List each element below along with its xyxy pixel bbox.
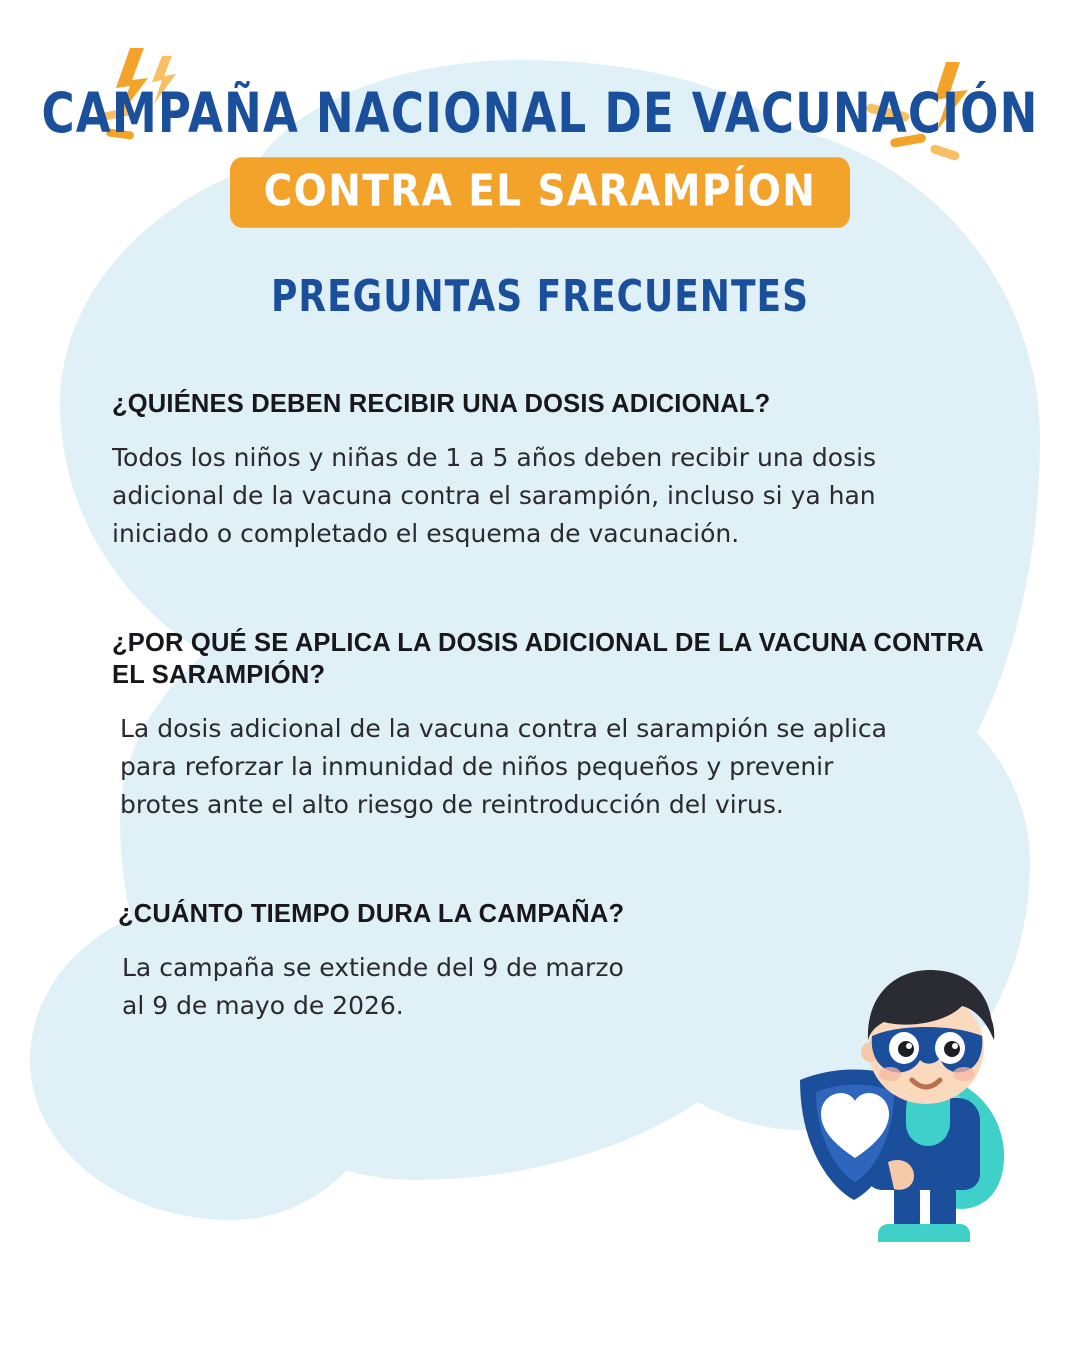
faq-answer: La campaña se extiende del 9 de marzo al 9 de mayo de 2026. bbox=[122, 952, 624, 1020]
faq-question: ¿CUÁNTO TIEMPO DURA LA CAMPAÑA? bbox=[118, 899, 625, 928]
campaign-subtitle-badge: CONTRA EL SARAMPÍON bbox=[230, 157, 851, 228]
section-title: PREGUNTAS FRECUENTES bbox=[270, 272, 810, 322]
faq-question: ¿POR QUÉ SE APLICA LA DOSIS ADICIONAL DE LA VACUNA CONTRA EL SARAMPIÓN? bbox=[112, 628, 983, 690]
poster-header bbox=[0, 0, 1080, 224]
page-title: CAMPAÑA NACIONAL DE VACUNACIÓN bbox=[41, 81, 1039, 147]
faq-answer: La dosis adicional de la vacuna contra el sarampión se aplica para reforzar la inmunidad de niños pequeños y prevenir brotes ante el alto riesgo de reintroducción del virus. bbox=[120, 713, 887, 819]
faq-answer: Todos los niños y niñas de 1 a 5 años deben recibir una dosis adicional de la vacuna contra el sarampión, incluso si ya han iniciado o completado el esquema de vacunación. bbox=[112, 442, 877, 548]
faq-question: ¿QUIÉNES DEBEN RECIBIR UNA DOSIS ADICIONAL? bbox=[112, 390, 771, 418]
faq-item bbox=[0, 627, 1080, 824]
faq-item bbox=[0, 388, 1080, 553]
superhero-child-icon bbox=[738, 948, 1038, 1258]
